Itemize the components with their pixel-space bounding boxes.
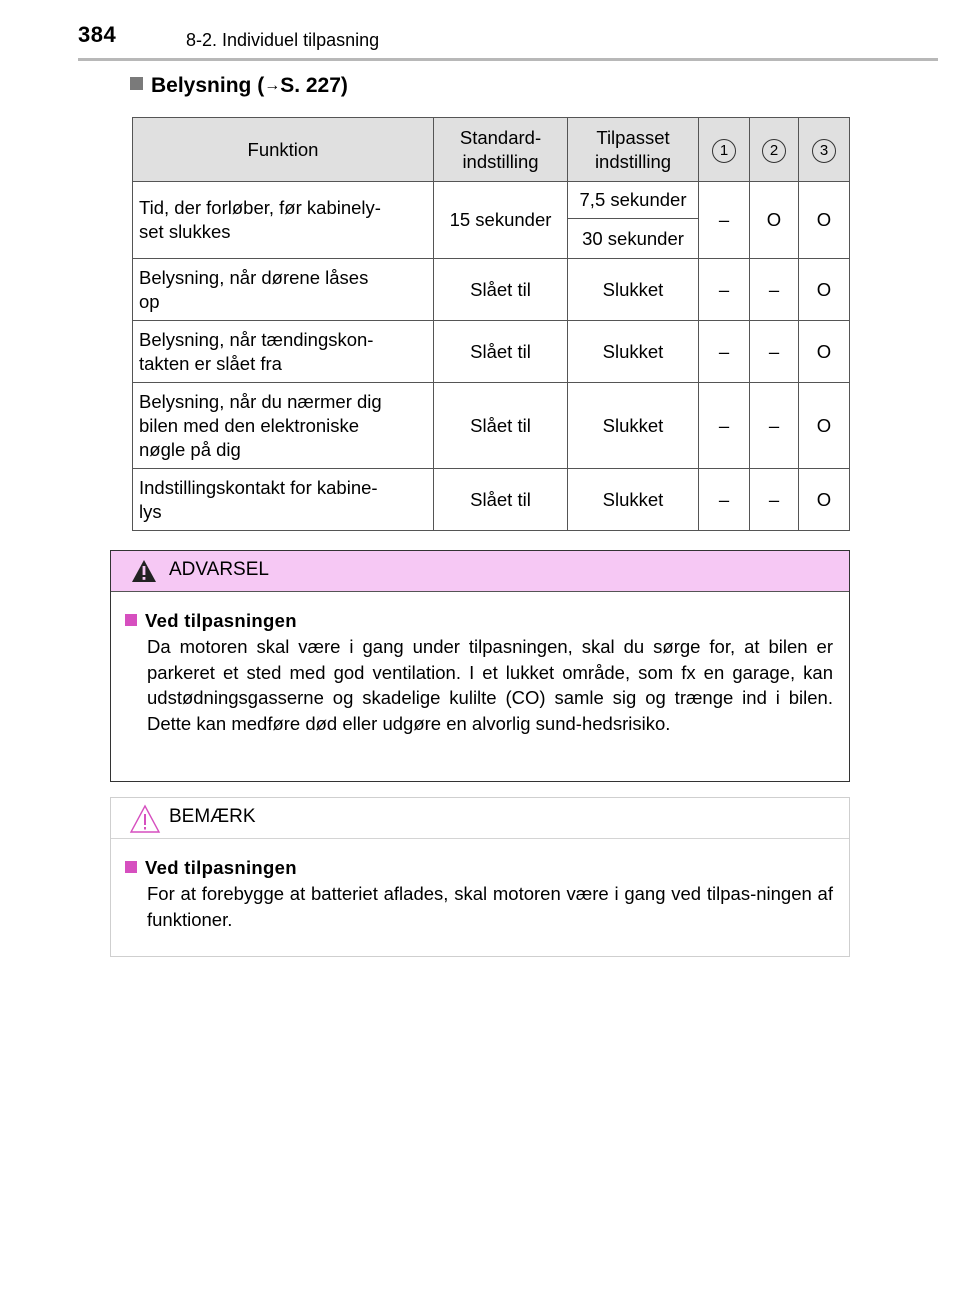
warning-subheading [125,610,833,632]
cell-default: Slået til [434,383,568,469]
warning-label: ADVARSEL [169,559,269,580]
table-header-row [133,118,850,182]
notice-body [111,839,849,952]
heading-page-ref[interactable]: S. 227) [280,74,348,97]
cell-custom: Slukket [568,321,699,383]
warning-box [110,550,850,782]
cell-col2: – [750,259,799,321]
cell-custom: Slukket [568,469,699,531]
header-divider [78,58,938,61]
table-row [133,182,850,219]
table-row [133,259,850,321]
cell-function: Tid, der forløber, før kabinely- set slukkes [133,182,434,259]
cell-function: Belysning, når du nærmer dig bilen med den elektroniske nøgle på dig [133,383,434,469]
caution-triangle-icon [129,804,161,834]
circled-3-icon: 3 [812,139,836,163]
section-heading [130,74,348,98]
warning-header [111,551,849,592]
cell-col3: O [799,321,850,383]
bullet-square-icon [125,614,137,626]
cell-col3: O [799,259,850,321]
warning-text: Da motoren skal være i gang under tilpasningen, skal du sørge for, at bilen er parkeret et sted med god ventilation. I et lukket område, som fx en garage, kan udstødningsgasserne og skadelige kulilte (CO) samle sig og trænge ind i bilen. Dette kan medføre død eller udgøre en alvorlig sund-hedsrisiko. [147,636,833,734]
arrow-right-icon: → [264,77,281,94]
cell-col1: – [699,469,750,531]
cell-function: Belysning, når tændingskon- takten er slået fra [133,321,434,383]
col-header-function: Funktion [133,118,434,182]
cell-col1: – [699,321,750,383]
col-header-2 [750,118,799,182]
col-header-1 [699,118,750,182]
cell-custom-b: 30 sekunder [568,219,699,259]
cell-function: Indstillingskontakt for kabine- lys [133,469,434,531]
cell-col2: – [750,469,799,531]
cell-col3: O [799,182,850,259]
cell-col1: – [699,182,750,259]
circled-1-icon: 1 [712,139,736,163]
cell-custom: Slukket [568,259,699,321]
cell-default: 15 sekunder [434,182,568,259]
heading-bullet-icon [130,77,143,90]
table-row [133,469,850,531]
col-header-3 [799,118,850,182]
cell-col3: O [799,383,850,469]
cell-default: Slået til [434,321,568,383]
warning-triangle-icon [131,559,157,583]
notice-box [110,797,850,957]
heading-title: Belysning ( [151,74,265,97]
warning-body [111,592,849,756]
notice-subheading [125,857,833,879]
page-header [78,22,938,62]
cell-col1: – [699,383,750,469]
cell-custom: Slukket [568,383,699,469]
notice-subheading-text: Ved tilpasningen [145,857,297,878]
cell-col2: O [750,182,799,259]
page-number: 384 [78,22,117,47]
settings-table [132,117,850,531]
notice-header [111,798,849,839]
col-header-custom: Tilpasset indstilling [568,118,699,182]
cell-default: Slået til [434,469,568,531]
col-header-default: Standard- indstilling [434,118,568,182]
cell-col1: – [699,259,750,321]
cell-default: Slået til [434,259,568,321]
table-row [133,321,850,383]
notice-label: BEMÆRK [169,806,256,827]
bullet-square-icon [125,861,137,873]
cell-col3: O [799,469,850,531]
notice-text: For at forebygge at batteriet aflades, skal motoren være i gang ved tilpas-ningen af funktioner. [147,883,833,930]
table-row [133,383,850,469]
circled-2-icon: 2 [762,139,786,163]
warning-subheading-text: Ved tilpasningen [145,610,297,631]
cell-function: Belysning, når dørene låses op [133,259,434,321]
section-title: 8-2. Individuel tilpasning [186,30,380,50]
cell-col2: – [750,321,799,383]
cell-col2: – [750,383,799,469]
cell-custom-a: 7,5 sekunder [568,182,699,219]
